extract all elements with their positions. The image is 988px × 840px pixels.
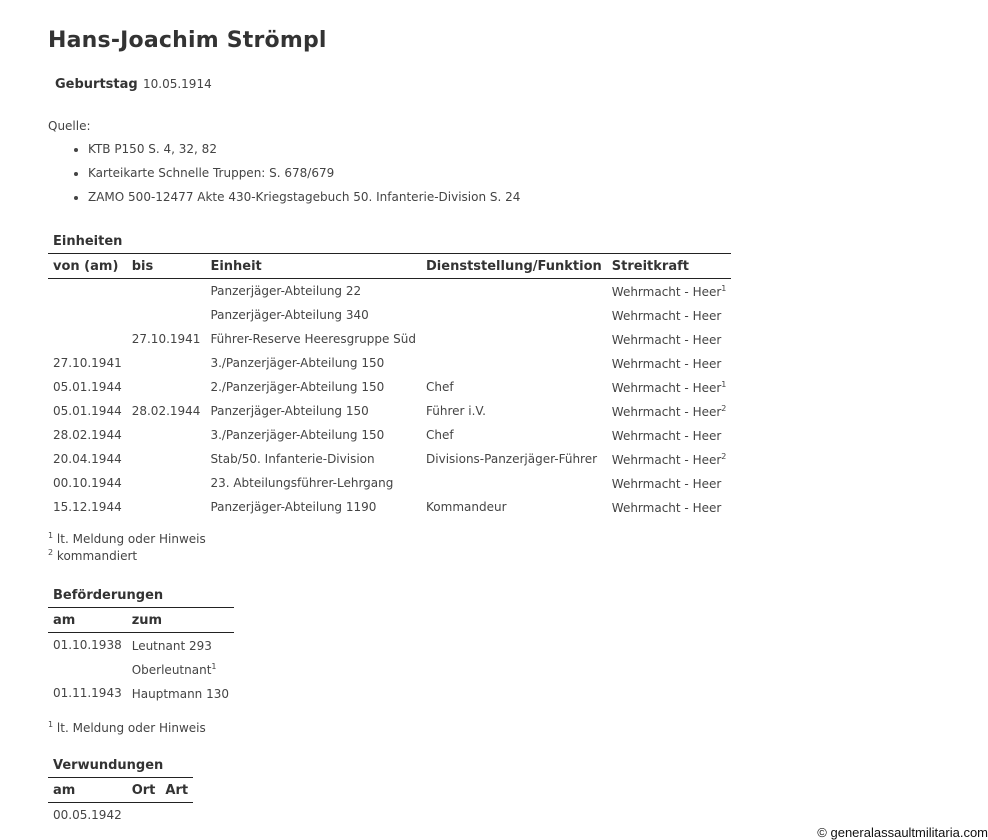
table-row <box>48 303 731 327</box>
col-header-date: am <box>48 608 127 633</box>
units-section <box>48 231 948 563</box>
cell-unit: 23. Abteilungsführer-Lehrgang <box>210 476 394 490</box>
cell-to <box>127 375 206 399</box>
rank-text: Leutnant 293 <box>131 638 212 653</box>
birthday-label: Geburtstag <box>55 77 138 92</box>
cell-to <box>127 351 206 375</box>
cell-date: 01.11.1943 <box>53 686 122 700</box>
footnote-text: lt. Meldung oder Hinweis <box>56 532 206 546</box>
cell-force <box>607 351 732 375</box>
cell-force <box>607 327 732 351</box>
cell-unit: Panzerjäger-Abteilung 22 <box>210 284 362 298</box>
footnote-text: kommandiert <box>56 549 138 563</box>
wounds-title: Verwundungen <box>53 758 164 773</box>
promotions-footnotes <box>48 718 948 735</box>
footnote <box>48 529 948 546</box>
footnote-mark: 1 <box>48 720 54 729</box>
cell-unit: Stab/50. Infanterie-Division <box>210 452 375 466</box>
force-text: Wehrmacht - Heer <box>611 404 722 419</box>
cell-to: 28.02.1944 <box>131 404 201 418</box>
table-row <box>48 327 731 351</box>
cell-from: 15.12.1944 <box>53 500 122 514</box>
force-text: Wehrmacht - Heer <box>611 356 722 371</box>
units-title: Einheiten <box>53 234 123 249</box>
units-table-body <box>48 279 731 520</box>
page-title: Hans-Joachim Strömpl <box>48 28 327 53</box>
col-header-date: am <box>48 778 127 803</box>
col-header-to: bis <box>127 254 206 279</box>
cell-to: 27.10.1941 <box>131 332 201 346</box>
cell-rank <box>127 681 234 705</box>
table-row <box>48 657 234 681</box>
sources-list <box>48 137 948 209</box>
cell-date: 00.05.1942 <box>53 808 122 822</box>
col-header-from: von (am) <box>48 254 127 279</box>
cell-role: Divisions-Panzerjäger-Führer <box>426 452 598 466</box>
cell-force <box>607 399 732 423</box>
cell-role <box>421 279 607 304</box>
table-row <box>48 279 731 304</box>
footnote-text: lt. Meldung oder Hinweis <box>56 721 206 735</box>
footnote-mark: 2 <box>48 548 54 557</box>
cell-to <box>127 423 206 447</box>
cell-from <box>48 303 127 327</box>
cell-role <box>421 303 607 327</box>
units-header-row <box>48 254 731 279</box>
promotions-table <box>48 607 234 705</box>
cell-role <box>421 471 607 495</box>
rank-text: Oberleutnant <box>131 662 212 677</box>
wounds-table-body <box>48 803 193 828</box>
source-item: • KTB P150 S. 4, 32, 82 <box>88 137 948 161</box>
table-row <box>48 423 731 447</box>
wounds-table <box>48 777 193 827</box>
cell-from: 20.04.1944 <box>53 452 122 466</box>
force-text: Wehrmacht - Heer <box>611 476 722 491</box>
page-content <box>48 28 948 827</box>
table-row <box>48 375 731 399</box>
col-header-force: Streitkraft <box>607 254 732 279</box>
force-text: Wehrmacht - Heer <box>611 428 722 443</box>
source-item: • ZAMO 500-12477 Akte 430-Kriegstagebuch 50. Infanterie-Division S. 24 <box>88 185 948 209</box>
cell-unit: 2./Panzerjäger-Abteilung 150 <box>210 380 385 394</box>
cell-force <box>607 375 732 399</box>
cell-to <box>127 495 206 519</box>
table-row <box>48 351 731 375</box>
cell-from: 00.10.1944 <box>53 476 122 490</box>
cell-unit: 3./Panzerjäger-Abteilung 150 <box>210 356 385 370</box>
promotions-title: Beförderungen <box>53 588 164 603</box>
cell-place <box>127 803 161 828</box>
cell-role <box>421 327 607 351</box>
cell-role: Kommandeur <box>426 500 507 514</box>
site-credit: © generalassaultmilitaria.com <box>813 825 988 840</box>
footnote-marker: 2 <box>721 403 727 413</box>
cell-from <box>48 327 127 351</box>
birthday-row <box>55 77 948 92</box>
cell-to <box>127 447 206 471</box>
table-row <box>48 633 234 658</box>
table-row <box>48 681 234 705</box>
units-table <box>48 253 731 519</box>
cell-rank <box>127 633 234 658</box>
col-header-type: Art <box>160 778 193 803</box>
cell-from: 05.01.1944 <box>53 380 122 394</box>
table-row <box>48 803 193 828</box>
cell-date <box>48 657 127 681</box>
table-row <box>48 399 731 423</box>
cell-from <box>48 279 127 304</box>
birthday-value: 10.05.1914 <box>143 77 212 91</box>
wounds-section <box>48 755 948 827</box>
force-text: Wehrmacht - Heer <box>611 332 722 347</box>
cell-unit: Panzerjäger-Abteilung 340 <box>210 308 369 322</box>
force-text: Wehrmacht - Heer <box>611 500 722 515</box>
cell-force <box>607 447 732 471</box>
footnote-marker: 1 <box>721 283 727 293</box>
promotions-section <box>48 585 948 735</box>
col-header-rank: zum <box>127 608 234 633</box>
cell-rank <box>127 657 234 681</box>
table-row <box>48 495 731 519</box>
cell-to <box>127 279 206 304</box>
cell-force <box>607 495 732 519</box>
force-text: Wehrmacht - Heer <box>611 308 722 323</box>
force-text: Wehrmacht - Heer <box>611 452 722 467</box>
table-row <box>48 471 731 495</box>
cell-force <box>607 471 732 495</box>
cell-from: 05.01.1944 <box>53 404 122 418</box>
cell-unit: Panzerjäger-Abteilung 150 <box>210 404 369 418</box>
footnote-marker: 1 <box>211 661 217 671</box>
col-header-role: Dienststellung/Funktion <box>421 254 607 279</box>
rank-text: Hauptmann 130 <box>131 686 229 701</box>
promotions-header-row <box>48 608 234 633</box>
force-text: Wehrmacht - Heer <box>611 380 722 395</box>
table-row <box>48 447 731 471</box>
cell-role: Chef <box>426 380 454 394</box>
cell-unit: Führer-Reserve Heeresgruppe Süd <box>210 332 417 346</box>
cell-role: Führer i.V. <box>426 404 486 418</box>
col-header-unit: Einheit <box>205 254 421 279</box>
cell-from: 28.02.1944 <box>53 428 122 442</box>
sources-label: Quelle: <box>48 119 91 133</box>
cell-unit: 3./Panzerjäger-Abteilung 150 <box>210 428 385 442</box>
cell-date: 01.10.1938 <box>53 638 122 652</box>
footnote-marker: 2 <box>721 451 727 461</box>
cell-unit: Panzerjäger-Abteilung 1190 <box>210 500 377 514</box>
cell-role: Chef <box>426 428 454 442</box>
units-footnotes <box>48 529 948 563</box>
footnote-mark: 1 <box>48 531 54 540</box>
promotions-table-body <box>48 633 234 706</box>
footnote <box>48 546 948 563</box>
cell-force <box>607 279 732 304</box>
cell-role <box>421 351 607 375</box>
wounds-header-row <box>48 778 193 803</box>
cell-from: 27.10.1941 <box>53 356 122 370</box>
force-text: Wehrmacht - Heer <box>611 284 722 299</box>
cell-to <box>127 471 206 495</box>
footnote-marker: 1 <box>721 379 727 389</box>
footnote <box>48 718 948 735</box>
cell-to <box>127 303 206 327</box>
cell-type <box>160 803 193 828</box>
col-header-place: Ort <box>127 778 161 803</box>
source-item: • Karteikarte Schnelle Truppen: S. 678/679 <box>88 161 948 185</box>
cell-force <box>607 303 732 327</box>
cell-force <box>607 423 732 447</box>
